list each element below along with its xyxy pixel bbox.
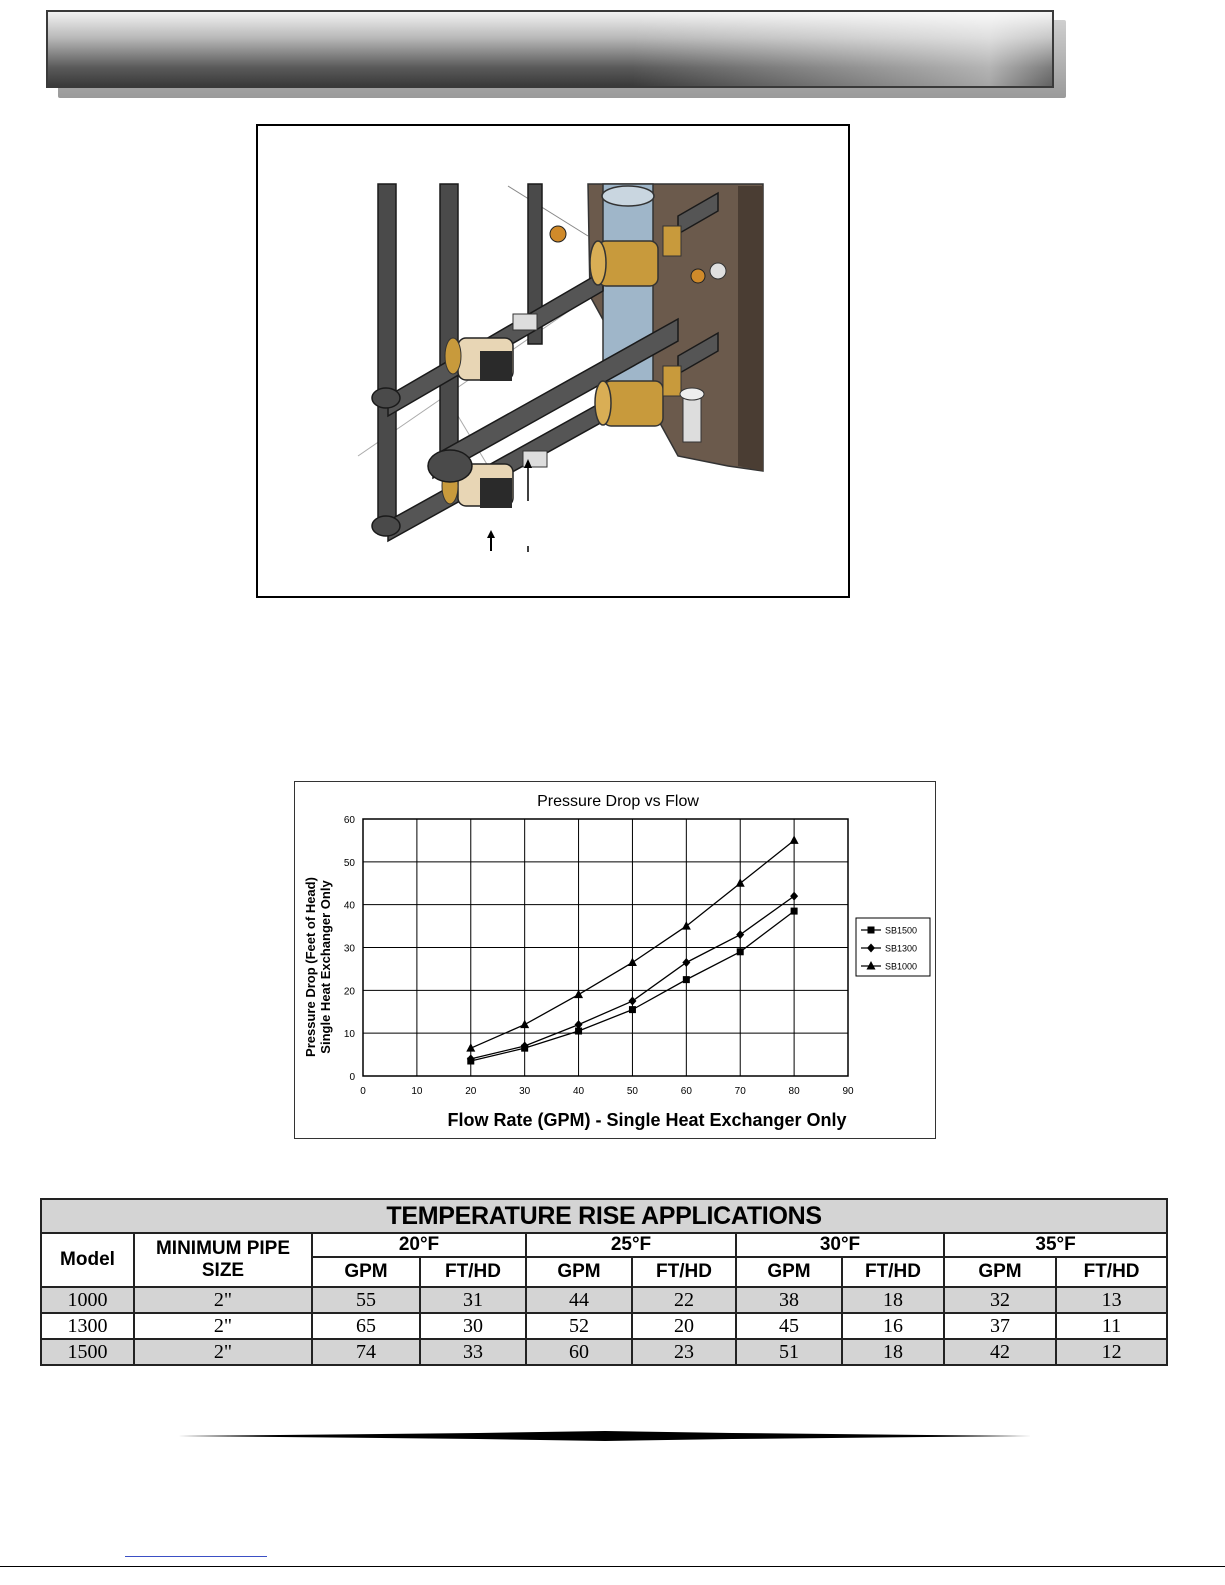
pipe-size-header-line1: MINIMUM PIPE xyxy=(155,1238,291,1259)
y-tick-label: 10 xyxy=(343,1029,355,1041)
data-point-triangle xyxy=(682,921,691,930)
y-tick-label: 0 xyxy=(349,1072,355,1083)
legend-label: SB1500 xyxy=(885,925,918,936)
bottom-rule xyxy=(0,1566,1225,1567)
sub-header-fthd: FT/HD xyxy=(1056,1257,1167,1287)
sub-header-gpm: GPM xyxy=(526,1257,632,1287)
x-tick-label: 70 xyxy=(734,1086,746,1097)
value-cell: 23 xyxy=(632,1339,736,1365)
x-axis-label: Flow Rate (GPM) - Single Heat Exchanger Only xyxy=(447,1110,847,1130)
model-header: Model xyxy=(41,1233,134,1287)
data-point-triangle xyxy=(628,957,637,966)
data-point-square xyxy=(629,1006,636,1013)
pipe-size-header xyxy=(134,1233,312,1287)
data-point-triangle xyxy=(520,1020,529,1029)
value-cell: 44 xyxy=(526,1287,632,1313)
value-cell: 16 xyxy=(842,1313,944,1339)
value-cell: 65 xyxy=(312,1313,420,1339)
sub-header-gpm: GPM xyxy=(944,1257,1056,1287)
x-tick-label: 20 xyxy=(465,1086,477,1097)
data-point-diamond xyxy=(682,958,690,967)
data-point-diamond xyxy=(790,892,798,901)
y-tick-label: 40 xyxy=(343,900,355,912)
sub-header-gpm: GPM xyxy=(736,1257,842,1287)
y-axis-label-line2: Single Heat Exchanger Only xyxy=(318,880,333,1054)
value-cell: 32 xyxy=(944,1287,1056,1313)
y-tick-label: 20 xyxy=(343,986,355,998)
value-cell: 38 xyxy=(736,1287,842,1313)
value-cell: 31 xyxy=(420,1287,526,1313)
value-cell: 42 xyxy=(944,1339,1056,1365)
x-tick-label: 60 xyxy=(680,1086,692,1097)
value-cell: 11 xyxy=(1056,1313,1167,1339)
header-banner xyxy=(46,10,1054,88)
x-tick-label: 90 xyxy=(842,1086,854,1097)
temp-header-20: 20°F xyxy=(312,1233,526,1257)
x-tick-label: 80 xyxy=(788,1086,800,1097)
table-row xyxy=(41,1287,1167,1313)
pipe-size-cell: 2" xyxy=(134,1339,312,1365)
model-cell: 1500 xyxy=(41,1339,134,1365)
value-cell: 37 xyxy=(944,1313,1056,1339)
table-title: TEMPERATURE RISE APPLICATIONS xyxy=(41,1199,1167,1233)
value-cell: 20 xyxy=(632,1313,736,1339)
value-cell: 74 xyxy=(312,1339,420,1365)
x-tick-label: 0 xyxy=(360,1086,366,1097)
pipe-size-cell: 2" xyxy=(134,1287,312,1313)
x-tick-label: 50 xyxy=(626,1086,639,1097)
value-cell: 52 xyxy=(526,1313,632,1339)
y-tick-label: 50 xyxy=(343,857,355,869)
y-tick-label: 60 xyxy=(343,815,355,826)
value-cell: 33 xyxy=(420,1339,526,1365)
value-cell: 22 xyxy=(632,1287,736,1313)
data-point-square xyxy=(791,908,798,915)
temp-header-25: 25°F xyxy=(526,1233,736,1257)
chart-legend xyxy=(856,918,930,976)
footer-link-underline xyxy=(125,1556,267,1557)
sub-header-fthd: FT/HD xyxy=(632,1257,736,1287)
x-tick-label: 30 xyxy=(519,1086,531,1097)
data-point-diamond xyxy=(736,930,744,939)
table-row xyxy=(41,1313,1167,1339)
value-cell: 30 xyxy=(420,1313,526,1339)
pipe-size-header-line2: SIZE xyxy=(201,1260,245,1281)
header-banner-gloss xyxy=(632,12,1052,86)
value-cell: 60 xyxy=(526,1339,632,1365)
model-cell: 1300 xyxy=(41,1313,134,1339)
temperature-rise-table xyxy=(40,1198,1168,1366)
legend-label: SB1000 xyxy=(885,961,918,972)
sub-header-fthd: FT/HD xyxy=(842,1257,944,1287)
model-cell: 1000 xyxy=(41,1287,134,1313)
piping-diagram-image xyxy=(258,126,848,596)
table-row xyxy=(41,1339,1167,1365)
value-cell: 12 xyxy=(1056,1339,1167,1365)
value-cell: 18 xyxy=(842,1339,944,1365)
data-point-triangle xyxy=(736,878,745,887)
chart-axes xyxy=(344,815,854,1097)
value-cell: 13 xyxy=(1056,1287,1167,1313)
y-axis-label-line1: Pressure Drop (Feet of Head) xyxy=(303,877,318,1057)
value-cell: 18 xyxy=(842,1287,944,1313)
data-point-triangle xyxy=(574,990,583,999)
temp-header-30: 30°F xyxy=(736,1233,944,1257)
chart-grid xyxy=(363,819,848,1076)
temp-header-35: 35°F xyxy=(944,1233,1167,1257)
pressure-drop-chart xyxy=(294,781,936,1139)
value-cell: 55 xyxy=(312,1287,420,1313)
data-point-triangle xyxy=(790,835,799,844)
data-point-square xyxy=(683,976,690,983)
value-cell: 51 xyxy=(736,1339,842,1365)
footer-divider xyxy=(178,1430,1032,1442)
pipe-size-cell: 2" xyxy=(134,1313,312,1339)
x-tick-label: 10 xyxy=(411,1086,423,1097)
x-tick-label: 40 xyxy=(572,1086,585,1097)
data-point-diamond xyxy=(628,997,636,1006)
legend-label: SB1300 xyxy=(885,943,918,954)
data-point-square xyxy=(737,948,744,955)
chart-title: Pressure Drop vs Flow xyxy=(537,793,699,810)
data-point-square xyxy=(868,927,875,934)
y-tick-label: 30 xyxy=(343,943,355,955)
sub-header-fthd: FT/HD xyxy=(420,1257,526,1287)
value-cell: 45 xyxy=(736,1313,842,1339)
piping-illustration xyxy=(256,124,850,598)
sub-header-gpm: GPM xyxy=(312,1257,420,1287)
